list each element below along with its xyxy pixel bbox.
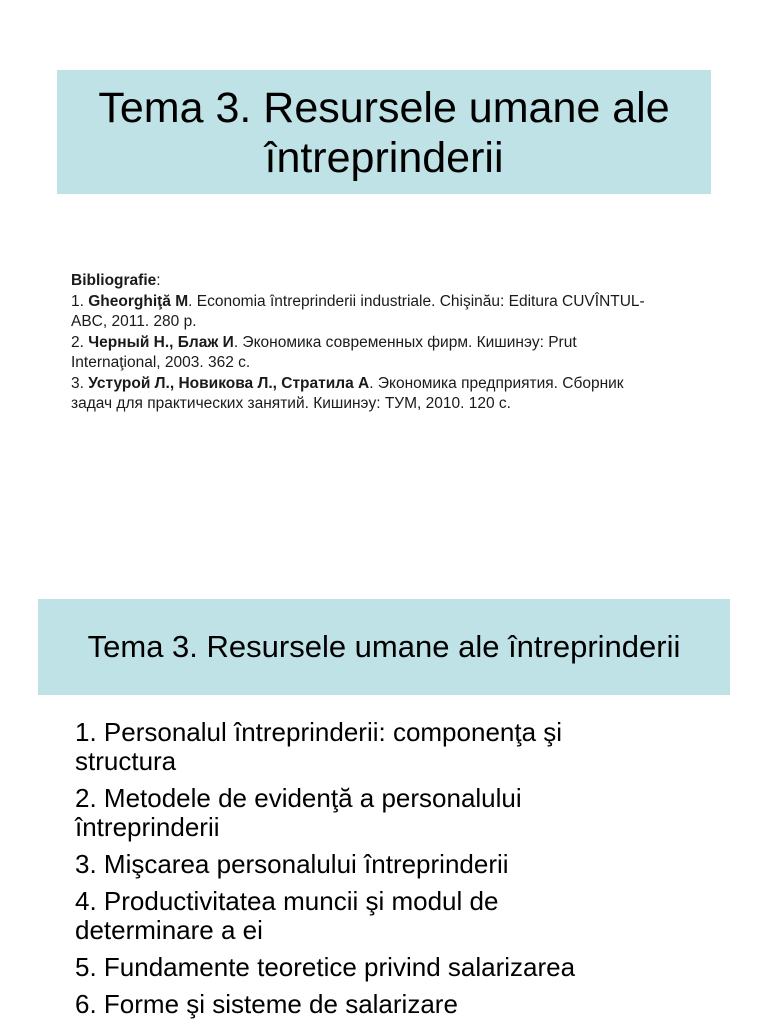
entry-number: 2.: [71, 333, 89, 351]
list-item: [75, 718, 735, 776]
bibliography-heading: Bibliografie: [71, 272, 157, 289]
bibliography-entry-3: [71, 374, 711, 415]
topic-line: 2. Metodele de evidenţă a personalului: [75, 783, 522, 813]
topic-line-cont: întreprinderii: [75, 812, 220, 842]
bibliography-entry-2: [71, 333, 711, 374]
entry-text: . Economia întreprinderii industriale. Chişinău: Editura CUVÎNTUL-: [188, 292, 645, 310]
topics-list: [75, 718, 735, 1024]
list-item: [75, 850, 735, 879]
entry-text: . Экономика современных фирм. Кишинэу: Prut: [233, 333, 577, 351]
entry-authors: Gheorghiţă M: [88, 292, 189, 310]
entry-text-cont: ABC, 2011. 280 p.: [71, 313, 197, 330]
bibliography-heading-colon: :: [156, 272, 161, 289]
topic-line: 3. Mişcarea personalului întreprinderii: [75, 849, 509, 879]
entry-text-cont: Internaţional, 2003. 362 с.: [71, 354, 251, 371]
list-item: [75, 784, 735, 842]
list-item: [75, 887, 735, 945]
entry-text: . Экономика предприятия. Сборник: [369, 374, 624, 392]
slide1-title-line1: Tema 3. Resursele umane ale: [98, 84, 670, 132]
topic-line-cont: structura: [75, 746, 177, 776]
topic-line-cont: determinare a ei: [75, 915, 263, 945]
bibliography-entry-1: [71, 292, 711, 333]
topic-line: 6. Forme şi sisteme de salarizare: [75, 989, 458, 1019]
topic-line: 1. Personalul întreprinderii: componenţa şi: [75, 717, 563, 747]
topic-line: 5. Fundamente teoretice privind salarizarea: [75, 952, 576, 982]
list-item: [75, 953, 735, 982]
topic-line: 4. Productivitatea muncii şi modul de: [75, 886, 499, 916]
entry-text-cont: задач для практических занятий. Кишинэу: ТУМ, 2010. 120 с.: [71, 395, 511, 412]
slide1-title: [57, 70, 711, 194]
bibliography-heading-row: [71, 271, 711, 292]
entry-number: 3.: [71, 374, 89, 392]
list-item: [75, 990, 735, 1019]
entry-authors: Устурой Л., Новикова Л., Стратила А: [88, 374, 370, 392]
bibliography: [71, 271, 711, 415]
slide2-title: Tema 3. Resursele umane ale întreprinderii: [38, 599, 730, 695]
entry-authors: Черный Н., Блаж И: [88, 333, 234, 351]
entry-number: 1.: [71, 292, 89, 310]
slide1-title-line2: întreprinderii: [264, 134, 504, 182]
